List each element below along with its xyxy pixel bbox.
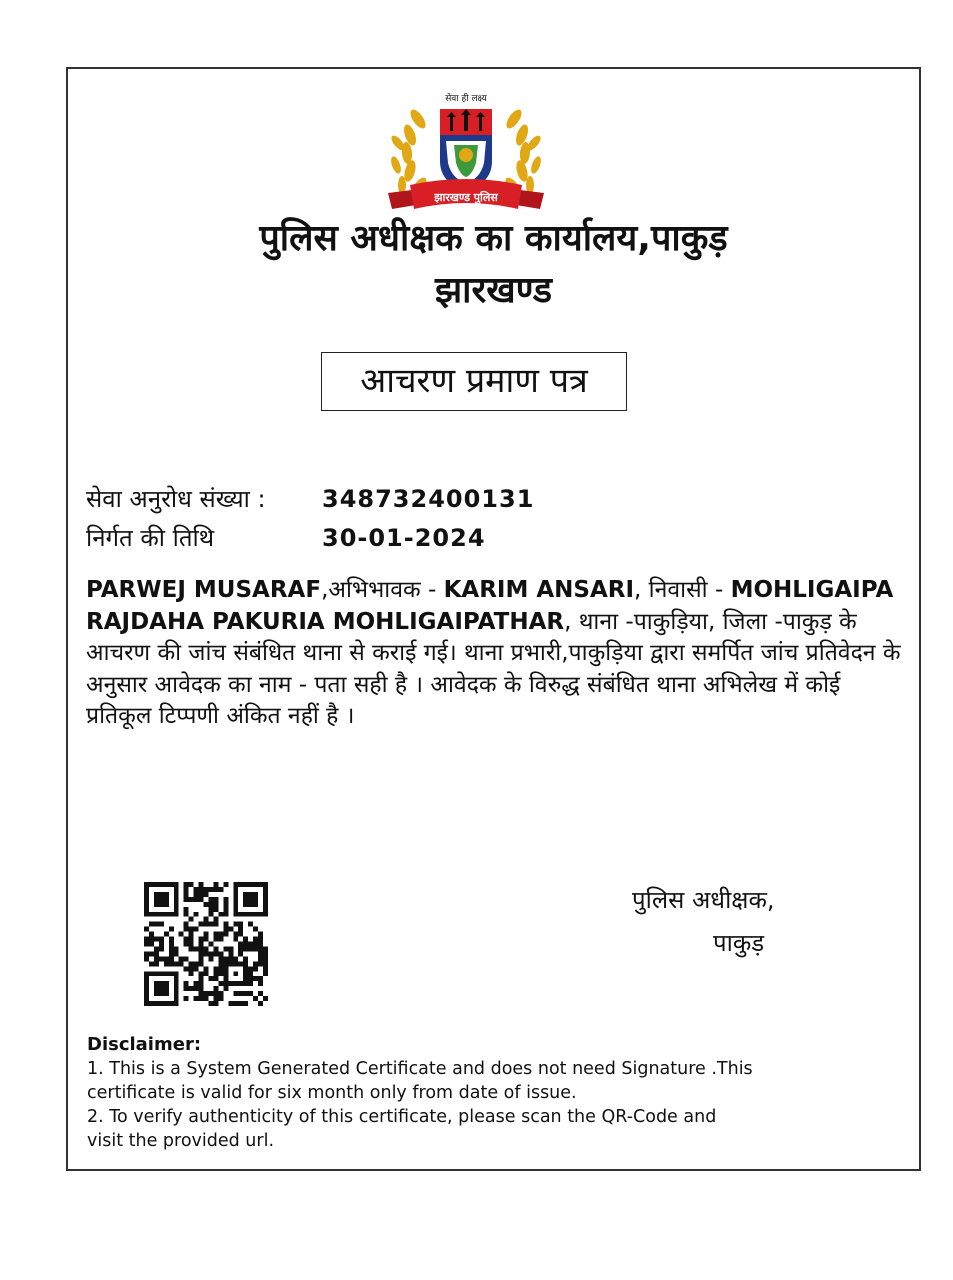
emblem-ribbon-text: झारखण्ड पुलिस	[434, 191, 498, 204]
office-title-line1: पुलिस अधीक्षक का कार्यालय,पाकुड़	[259, 218, 728, 259]
disclaimer-line: 1. This is a System Generated Certificate and does not need Signature .This	[87, 1059, 753, 1079]
shield	[440, 109, 492, 191]
body-statement: , थाना -पाकुड़िया, जिला -पाकुड़ के आचरण की जांच संबंधित थाना से कराई गई। थाना प्रभारी,पाकुड़िया द्वारा समर्पित जांच प्रतिवेदन के अनुसार आवेदक का नाम - पता सही है । आवेदक के विरुद्ध संबंधित थाना अभिलेख में कोई प्रतिकूल टिप्पणी अंकित नहीं है ।	[86, 608, 901, 729]
request-number-row	[86, 482, 534, 516]
certificate-body	[86, 575, 906, 733]
office-title-line2: झारखण्ड	[434, 270, 553, 311]
issue-date-value: 30-01-2024	[322, 524, 486, 552]
request-number-value: 348732400131	[322, 485, 535, 513]
jharkhand-police-emblem	[380, 85, 552, 230]
verification-qr-code	[144, 882, 268, 1006]
disclaimer-line: 2. To verify authenticity of this certificate, please scan the QR-Code and	[87, 1107, 717, 1127]
disclaimer-title: Disclaimer:	[87, 1034, 202, 1055]
disclaimer-line: visit the provided url.	[87, 1131, 275, 1151]
disclaimer-line: certificate is valid for six month only from date of issue.	[87, 1083, 577, 1103]
issue-date-label: निर्गत की तिथि	[86, 524, 215, 552]
guardian-label: ,अभिभावक -	[321, 577, 444, 603]
certificate-title: आचरण प्रमाण पत्र	[321, 352, 627, 411]
applicant-name: PARWEJ MUSARAF	[86, 577, 322, 603]
disclaimer	[87, 1033, 887, 1153]
guardian-name: KARIM ANSARI	[443, 577, 635, 603]
request-number-label: सेवा अनुरोध संख्या :	[86, 485, 266, 513]
applicant-address: MOHLIGAIPA RAJDAHA PAKURIA MOHLIGAIPATHAR	[86, 577, 894, 635]
signatory-designation: पुलिस अधीक्षक,	[632, 886, 775, 914]
emblem-motto: सेवा ही लक्ष्य	[445, 94, 487, 104]
emblem-ribbon	[388, 179, 544, 209]
signatory-location: पाकुड़	[713, 929, 765, 957]
resident-label: , निवासी -	[634, 577, 731, 603]
issue-date-row	[86, 521, 486, 555]
